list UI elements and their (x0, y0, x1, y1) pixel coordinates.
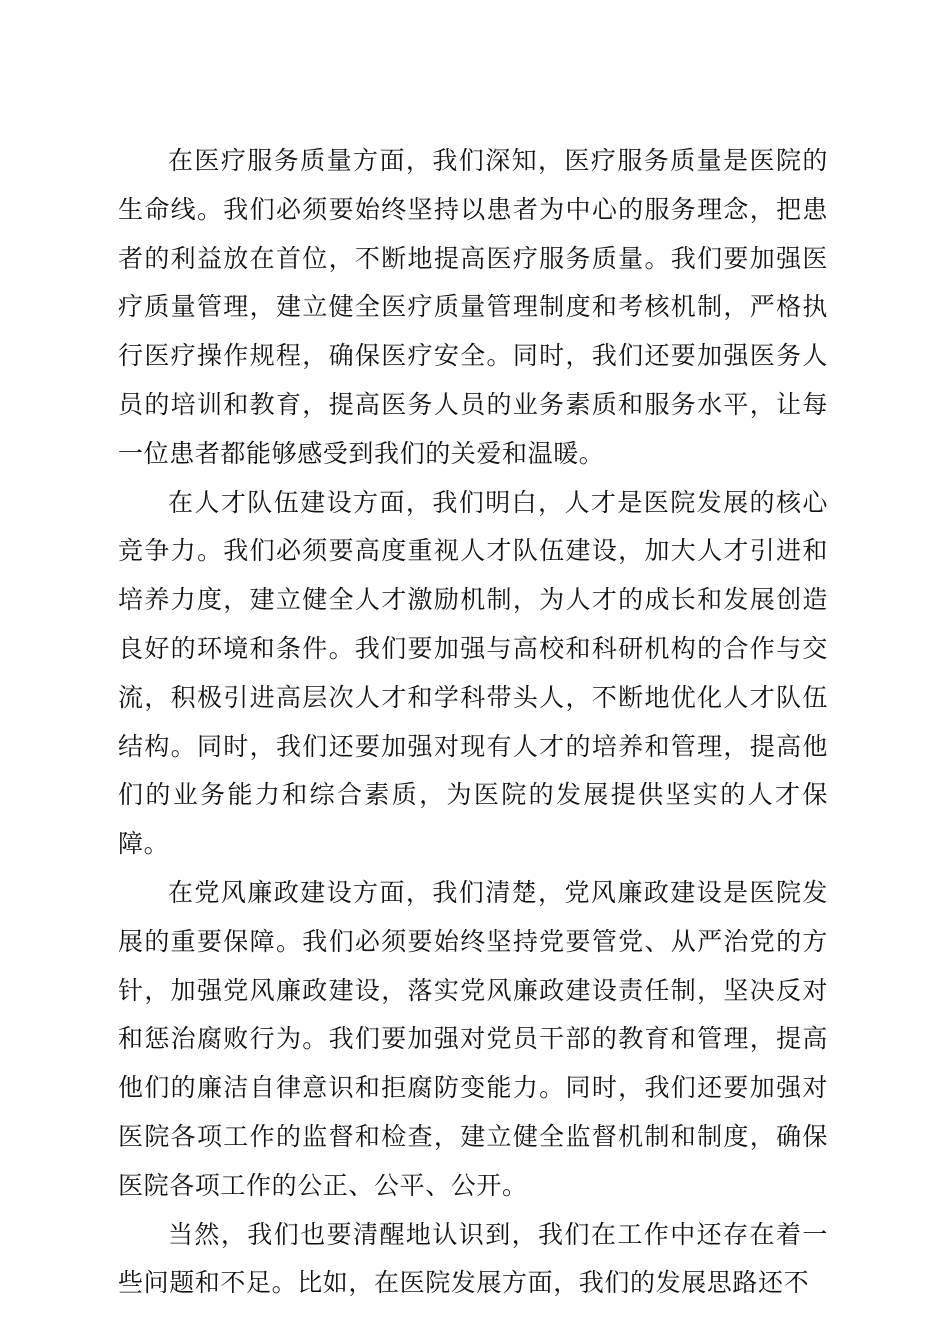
paragraph-problems: 当然，我们也要清醒地认识到，我们在工作中还存在着一些问题和不足。比如，在医院发展方面，我们的发展思路还不 (118, 1219, 828, 1298)
document-body (118, 137, 828, 1308)
paragraph-medical-quality: 在医疗服务质量方面，我们深知，医疗服务质量是医院的生命线。我们必须要始终坚持以患者为中心的服务理念，把患者的利益放在首位，不断地提高医疗服务质量。我们要加强医疗质量管理，建立健全医疗质量管理制度和考核机制，严格执行医疗操作规程，确保医疗安全。同时，我们还要加强医务人员的培训和教育，提高医务人员的业务素质和服务水平，让每一位患者都能够感受到我们的关爱和温暖。 (118, 146, 828, 468)
paragraph-party-integrity: 在党风廉政建设方面，我们清楚，党风廉政建设是医院发展的重要保障。我们必须要始终坚持党要管党、从严治党的方针，加强党风廉政建设，落实党风廉政建设责任制，坚决反对和惩治腐败行为。我们要加强对党员干部的教育和管理，提高他们的廉洁自律意识和拒腐防变能力。同时，我们还要加强对医院各项工作的监督和检查，建立健全监督机制和制度，确保医院各项工作的公正、公平、公开。 (118, 877, 828, 1200)
paragraph-talent-building: 在人才队伍建设方面，我们明白，人才是医院发展的核心竞争力。我们必须要高度重视人才队伍建设，加大人才引进和培养力度，建立健全人才激励机制，为人才的成长和发展创造良好的环境和条件。我们要加强与高校和科研机构的合作与交流，积极引进高层次人才和学科带头人，不断地优化人才队伍结构。同时，我们还要加强对现有人才的培养和管理，提高他们的业务能力和综合素质，为医院的发展提供坚实的人才保障。 (118, 487, 828, 859)
